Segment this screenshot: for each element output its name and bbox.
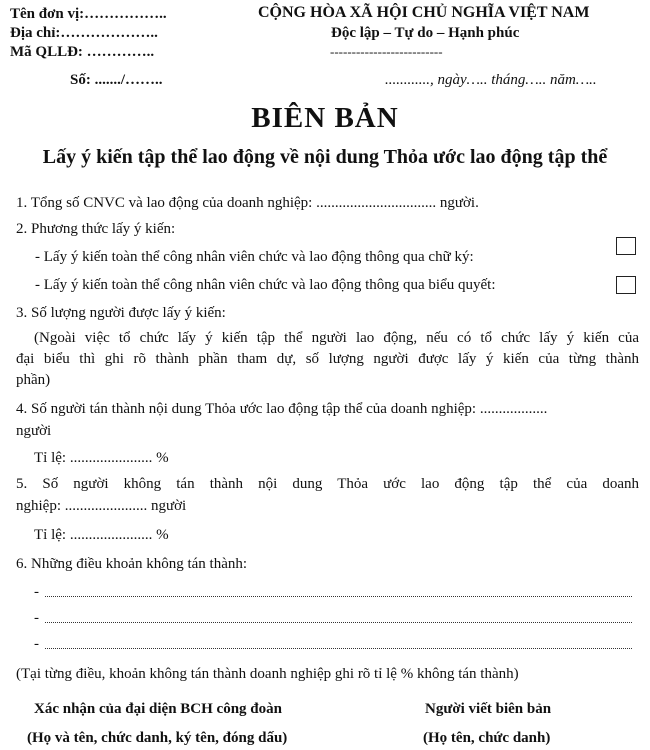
item-3-note-line-2: đại biểu thì ghi rõ thành phần tham dự, số lượng người được lấy ý kiến của từng thành	[16, 351, 639, 367]
clause-line-1	[45, 596, 632, 597]
union-confirmation-title: Xác nhận của đại diện BCH công đoàn	[34, 701, 282, 717]
code-field: Mã QLLĐ: …………..	[10, 44, 155, 60]
item-4-unit: người	[16, 423, 52, 439]
vote-method-checkbox[interactable]	[616, 276, 636, 294]
item-3-consulted-count: 3. Số lượng người được lấy ý kiến:	[16, 305, 226, 321]
document-subtitle: Lấy ý kiến tập thể lao động về nội dung Thỏa ước lao động tập thể	[42, 146, 608, 168]
item-4-rate: Tỉ lệ: ...................... %	[34, 450, 169, 466]
item-2-method: 2. Phương thức lấy ý kiến:	[16, 221, 176, 237]
union-confirmation-instructions: (Họ và tên, chức danh, ký tên, đóng dấu)	[27, 730, 288, 746]
item-3-note-line-1: (Ngoài việc tổ chức lấy ý kiến tập thể người lao động, nếu có tổ chức lấy ý kiến của	[34, 330, 639, 346]
clause-line-1-dash: -	[34, 584, 39, 600]
motto-rule: --------------------------	[330, 44, 443, 59]
clause-line-3-dash: -	[34, 636, 39, 652]
item-2a-signature-method: - Lấy ý kiến toàn thể công nhân viên chức và lao động thông qua chữ ký:	[35, 249, 474, 265]
item-1-total-workers: 1. Tổng số CNVC và lao động của doanh nghiệp: ................................ người.	[16, 195, 479, 211]
clause-line-2-dash: -	[34, 610, 39, 626]
closing-note: (Tại từng điều, khoản không tán thành doanh nghiệp ghi rõ tỉ lệ % không tán thành)	[16, 666, 519, 682]
minutes-writer-title: Người viết biên bản	[425, 701, 552, 717]
item-5-unit: nghiệp: ...................... người	[16, 498, 187, 514]
signature-method-checkbox[interactable]	[616, 237, 636, 255]
item-5-disapprove-count: 5. Số người không tán thành nội dung Thỏa ước lao động tập thể của doanh	[16, 476, 639, 492]
clause-line-3	[45, 648, 632, 649]
item-4-approve-count: 4. Số người tán thành nội dung Thỏa ước lao động tập thể của doanh nghiệp: ..................	[16, 401, 548, 417]
address-field: Địa chỉ:………………..	[10, 25, 158, 41]
unit-name-field: Tên đơn vị:……………..	[10, 6, 167, 22]
nation-heading: CỘNG HÒA XÃ HỘI CHỦ NGHĨA VIỆT NAM	[258, 4, 590, 21]
motto: Độc lập – Tự do – Hạnh phúc	[331, 25, 520, 41]
item-5-rate: Tỉ lệ: ...................... %	[34, 527, 169, 543]
item-6-disagreed-clauses: 6. Những điều khoản không tán thành:	[16, 556, 248, 572]
date-line: ............, ngày….. tháng….. năm…..	[385, 72, 597, 88]
clause-line-2	[45, 622, 632, 623]
document-title: BIÊN BẢN	[251, 102, 399, 134]
item-2b-vote-method: - Lấy ý kiến toàn thể công nhân viên chức và lao động thông qua biểu quyết:	[35, 277, 496, 293]
item-3-note-line-3: phần)	[16, 372, 51, 388]
document-number: Số: ......./……..	[70, 72, 163, 88]
minutes-writer-instructions: (Họ tên, chức danh)	[423, 730, 551, 746]
